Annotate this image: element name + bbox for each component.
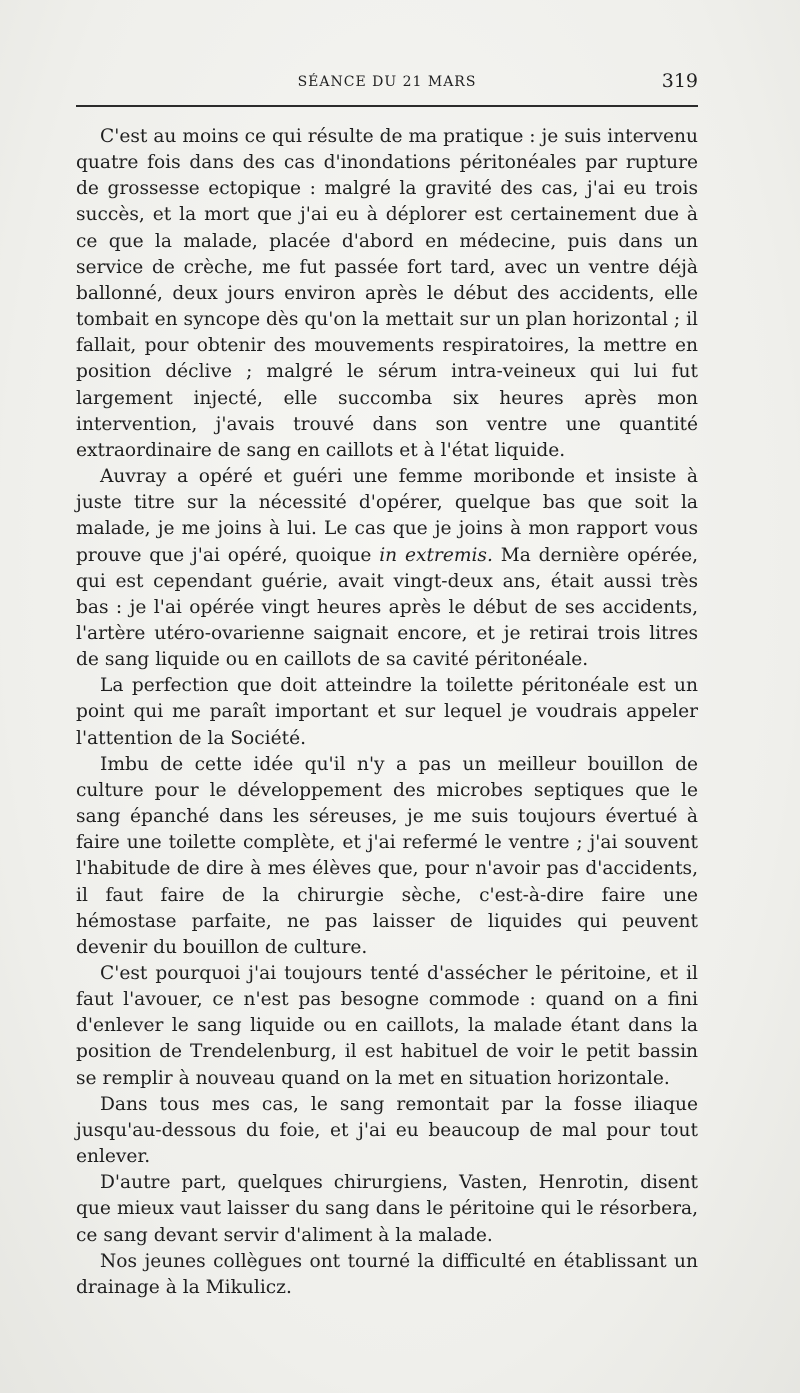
paragraph: C'est pourquoi j'ai toujours tenté d'assécher le péritoine, et il faut l'avouer, ce n'est pas besogne commode : quand on a fini d'enlever le sang liquide ou en caillots, la malade étant dans la position de Trendelenburg, il est habituel de voir le petit bassin se remplir à nouveau quand on la met en situation horizontale. bbox=[76, 963, 698, 1089]
paragraph: Dans tous mes cas, le sang remontait par la fosse iliaque jusqu'au-dessous du foie, et j'ai eu beaucoup de mal pour tout enlever. bbox=[76, 1093, 698, 1168]
paragraph: La perfection que doit atteindre la toilette péritonéale est un point qui me paraît important et sur lequel je voudrais appeler l'attention de la Société. bbox=[76, 675, 698, 749]
paragraph bbox=[76, 464, 698, 673]
body-text bbox=[76, 124, 698, 1301]
paragraph: D'autre part, quelques chirurgiens, Vasten, Henrotin, disent que mieux vaut laisser du sang dans le péritoine qui le résorbera, ce sang devant servir d'aliment à la malade. bbox=[76, 1172, 698, 1246]
paragraph: C'est au moins ce qui résulte de ma pratique : je suis intervenu quatre fois dans des cas d'inondations péritonéales par rupture de grossesse ectopique : malgré la gravité des cas, j'ai eu trois succès, et la mort que j'ai eu à déplorer est certainement due à ce que la malade, placée d'abord en médecine, puis dans un service de crèche, me fut passée fort tard, avec un ventre déjà ballonné, deux jours environ après le début des accidents, elle tombait en syncope dès qu'on la mettait sur un plan horizontal ; il fallait, pour obtenir des mouvements respiratoires, la mettre en position déclive ; malgré le sérum intra-veineux qui lui fut largement injecté, elle succomba six heures après mon intervention, j'avais trouvé dans son ventre une quantité extraordinaire de sang en caillots et à l'état liquide. bbox=[76, 126, 698, 461]
page-header bbox=[76, 70, 698, 100]
italic-phrase: in extremis. bbox=[379, 544, 493, 566]
paragraph-text: Auvray a opéré et guéri une femme moribonde et insiste à juste titre sur la nécessité d'opérer, quelque bas que soit la malade, je me joins à lui. Le cas que je joins à mon rapport vous prouve que j'ai opéré, quoique bbox=[76, 466, 698, 566]
paragraph: Nos jeunes collègues ont tourné la difficulté en établissant un drainage à la Mikulicz. bbox=[76, 1250, 698, 1298]
paragraph: Imbu de cette idée qu'il n'y a pas un meilleur bouillon de culture pour le développement des microbes septiques que le sang épanché dans les séreuses, je me suis toujours évertué à faire une toilette complète, et j'ai refermé le ventre ; j'ai souvent l'habitude de dire à mes élèves que, pour n'avoir pas d'accidents, il faut faire de la chirurgie sèche, c'est-à-dire faire une hémostase parfaite, ne pas laisser de liquides qui peuvent devenir du bouillon de culture. bbox=[76, 753, 698, 958]
paragraph-text: Ma dernière opérée, qui est cependant guérie, avait vingt-deux ans, était aussi très bas : je l'ai opérée vingt heures après le début de ses accidents, l'artère utéro-ovarienne saignait encore, et je retirai trois litres de sang liquide ou en caillots de sa cavité péritonéale. bbox=[76, 544, 698, 671]
running-title: SÉANCE DU 21 MARS bbox=[297, 74, 477, 90]
page-number: 319 bbox=[661, 70, 698, 92]
header-rule bbox=[76, 105, 698, 107]
